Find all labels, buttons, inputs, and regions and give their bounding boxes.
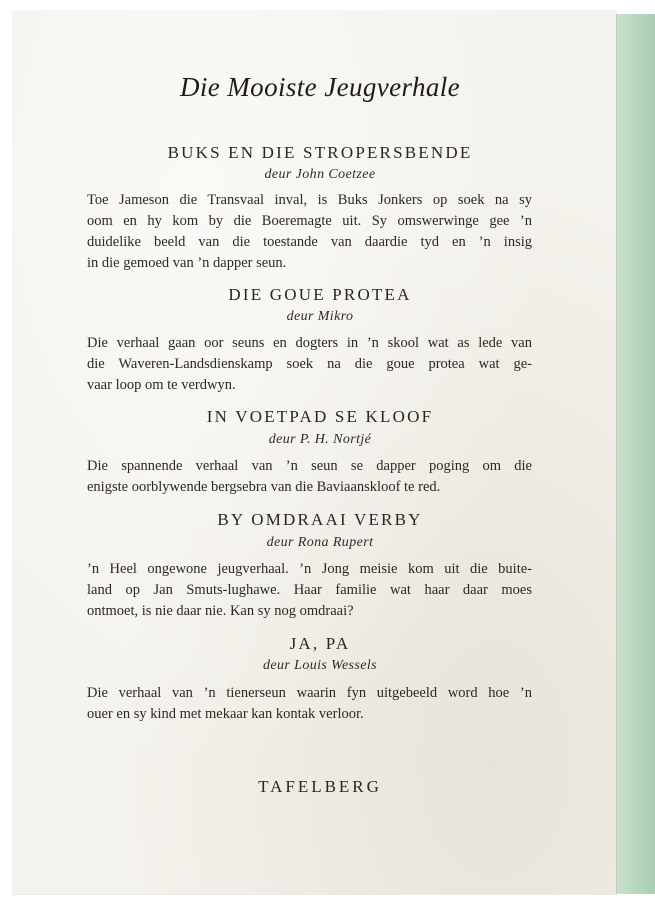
- book-title-5: JA, PA: [289, 634, 351, 653]
- description-line: oom en hy kom by die Boeremagte uit. Sy omswerwinge gee ’n: [87, 213, 532, 229]
- publisher-name: TAFELBERG: [258, 777, 382, 796]
- description-line: Die spannende verhaal van ’n seun se dapper poging om die: [87, 458, 532, 474]
- book-title-4: BY OMDRAAI VERBY: [217, 510, 423, 529]
- description-line: die Waveren-Landsdienskamp soek na die goue protea wat ge-: [87, 356, 532, 372]
- description-line: duidelike beeld van die toestande van daardie tyd en ’n insig: [87, 234, 532, 250]
- description-line: land op Jan Smuts-lughawe. Haar familie wat haar daar moes: [87, 582, 532, 598]
- description-line: Die verhaal van ’n tienerseun waarin fyn uitgebeeld word hoe ’n: [87, 685, 532, 701]
- book-description-4: [87, 559, 532, 622]
- book-author-4: deur Rona Rupert: [266, 535, 374, 550]
- book-description-1: [87, 190, 532, 274]
- description-line: Toe Jameson die Transvaal inval, is Buks Jonkers op soek na sy: [87, 192, 532, 208]
- book-title-2: DIE GOUE PROTEA: [228, 285, 412, 304]
- description-line: ouer en sy kind met mekaar kan kontak verloor.: [87, 706, 364, 722]
- book-author-2: deur Mikro: [286, 309, 354, 324]
- book-title-1: BUKS EN DIE STROPERSBENDE: [167, 143, 473, 162]
- book-description-5: [87, 683, 532, 725]
- book-description-2: [87, 333, 532, 396]
- description-line: in die gemoed van ’n dapper seun.: [87, 255, 287, 271]
- book-author-1: deur John Coetzee: [264, 167, 376, 182]
- book-title-3: IN VOETPAD SE KLOOF: [206, 407, 434, 426]
- page-title: Die Mooiste Jeugverhale: [179, 72, 461, 102]
- description-line: ontmoet, is nie daar nie. Kan sy nog omdraai?: [87, 603, 354, 619]
- book-description-3: [87, 456, 532, 498]
- description-line: enigste oorblywende bergsebra van die Baviaanskloof te red.: [87, 479, 441, 495]
- description-line: vaar loop om te verdwyn.: [87, 377, 236, 393]
- book-author-3: deur P. H. Nortjé: [268, 432, 372, 447]
- book-author-5: deur Louis Wessels: [262, 658, 378, 673]
- description-line: Die verhaal gaan oor seuns en dogters in ’n skool wat as lede van: [87, 335, 532, 351]
- description-line: ’n Heel ongewone jeugverhaal. ’n Jong meisie kom uit die buite-: [87, 561, 532, 577]
